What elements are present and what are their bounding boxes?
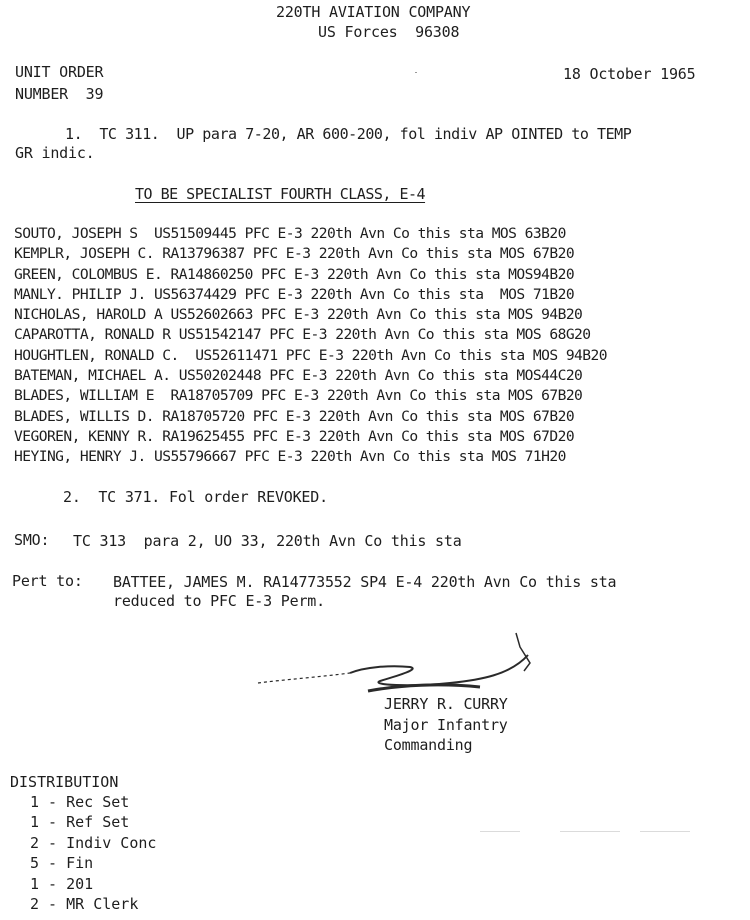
company-header: 220TH AVIATION COMPANY bbox=[276, 3, 471, 21]
distribution-item: 1 - Rec Set bbox=[30, 793, 130, 811]
signer-rank: Major Infantry bbox=[384, 716, 508, 734]
order-number: NUMBER 39 bbox=[15, 85, 104, 103]
smo-text: TC 313 para 2, UO 33, 220th Avn Co this sta bbox=[73, 532, 462, 550]
scan-speck bbox=[640, 831, 690, 832]
pert-label: Pert to: bbox=[12, 572, 83, 590]
roster-entry: BATEMAN, MICHAEL A. US50202448 PFC E-3 220th Avn Co this sta MOS44C20 bbox=[14, 367, 583, 385]
distribution-item: 5 - Fin bbox=[30, 854, 94, 873]
smo-label: SMO: bbox=[14, 531, 50, 549]
roster-entry: SOUTO, JOSEPH S US51509445 PFC E-3 220th Avn Co this sta MOS 63B20 bbox=[14, 225, 566, 242]
roster-entry: KEMPLR, JOSEPH C. RA13796387 PFC E-3 220th Avn Co this sta MOS 67B20 bbox=[14, 245, 575, 263]
distribution-item: 2 - MR Clerk bbox=[30, 895, 139, 914]
distribution-heading: DISTRIBUTION bbox=[10, 773, 119, 791]
distribution-item: 1 - Ref Set bbox=[30, 813, 130, 832]
distribution-item: 1 - 201 bbox=[30, 874, 94, 893]
handwritten-signature bbox=[250, 625, 550, 705]
paragraph-1-line-2: GR indic. bbox=[15, 144, 95, 162]
scan-speck bbox=[560, 831, 620, 832]
promotion-roster bbox=[14, 224, 749, 468]
unit-order-label: UNIT ORDER bbox=[15, 63, 104, 81]
distribution-list bbox=[10, 772, 156, 914]
forces-header: US Forces 96308 bbox=[318, 23, 460, 41]
order-date: 18 October 1965 bbox=[563, 65, 696, 83]
roster-entry: HEYING, HENRY J. US55796667 PFC E-3 220th Avn Co this sta MOS 71H20 bbox=[14, 448, 566, 466]
signer-name: JERRY R. CURRY bbox=[384, 695, 508, 713]
roster-entry: BLADES, WILLIS D. RA18705720 PFC E-3 220th Avn Co this sta MOS 67B20 bbox=[14, 407, 575, 425]
roster-entry: CAPAROTTA, RONALD R US51542147 PFC E-3 220th Avn Co this sta MOS 68G20 bbox=[14, 326, 591, 344]
roster-entry: NICHOLAS, HAROLD A US52602663 PFC E-3 220th Avn Co this sta MOS 94B20 bbox=[14, 306, 583, 324]
pert-line-1: BATTEE, JAMES M. RA14773552 SP4 E-4 220th Avn Co this sta bbox=[113, 573, 617, 591]
roster-entry: MANLY. PHILIP J. US56374429 PFC E-3 220th Avn Co this sta MOS 71B20 bbox=[14, 285, 575, 303]
roster-entry: VEGOREN, KENNY R. RA19625455 PFC E-3 220th Avn Co this sta MOS 67D20 bbox=[14, 427, 575, 445]
scan-speck bbox=[480, 831, 520, 832]
roster-entry: HOUGHTLEN, RONALD C. US52611471 PFC E-3 220th Avn Co this sta MOS 94B20 bbox=[14, 346, 608, 364]
roster-entry: GREEN, COLOMBUS E. RA14860250 PFC E-3 220th Avn Co this sta MOS94B20 bbox=[14, 265, 575, 283]
grade-heading: TO BE SPECIALIST FOURTH CLASS, E-4 bbox=[135, 185, 426, 203]
paragraph-1-line-1: 1. TC 311. UP para 7-20, AR 600-200, fol indiv AP OINTED to TEMP bbox=[65, 125, 632, 143]
scan-speck bbox=[415, 72, 417, 73]
roster-entry: BLADES, WILLIAM E RA18705709 PFC E-3 220th Avn Co this sta MOS 67B20 bbox=[14, 387, 583, 405]
paragraph-2: 2. TC 371. Fol order REVOKED. bbox=[63, 488, 328, 506]
distribution-item: 2 - Indiv Conc bbox=[30, 833, 157, 852]
pert-line-2: reduced to PFC E-3 Perm. bbox=[113, 592, 325, 610]
signer-title: Commanding bbox=[384, 736, 473, 754]
